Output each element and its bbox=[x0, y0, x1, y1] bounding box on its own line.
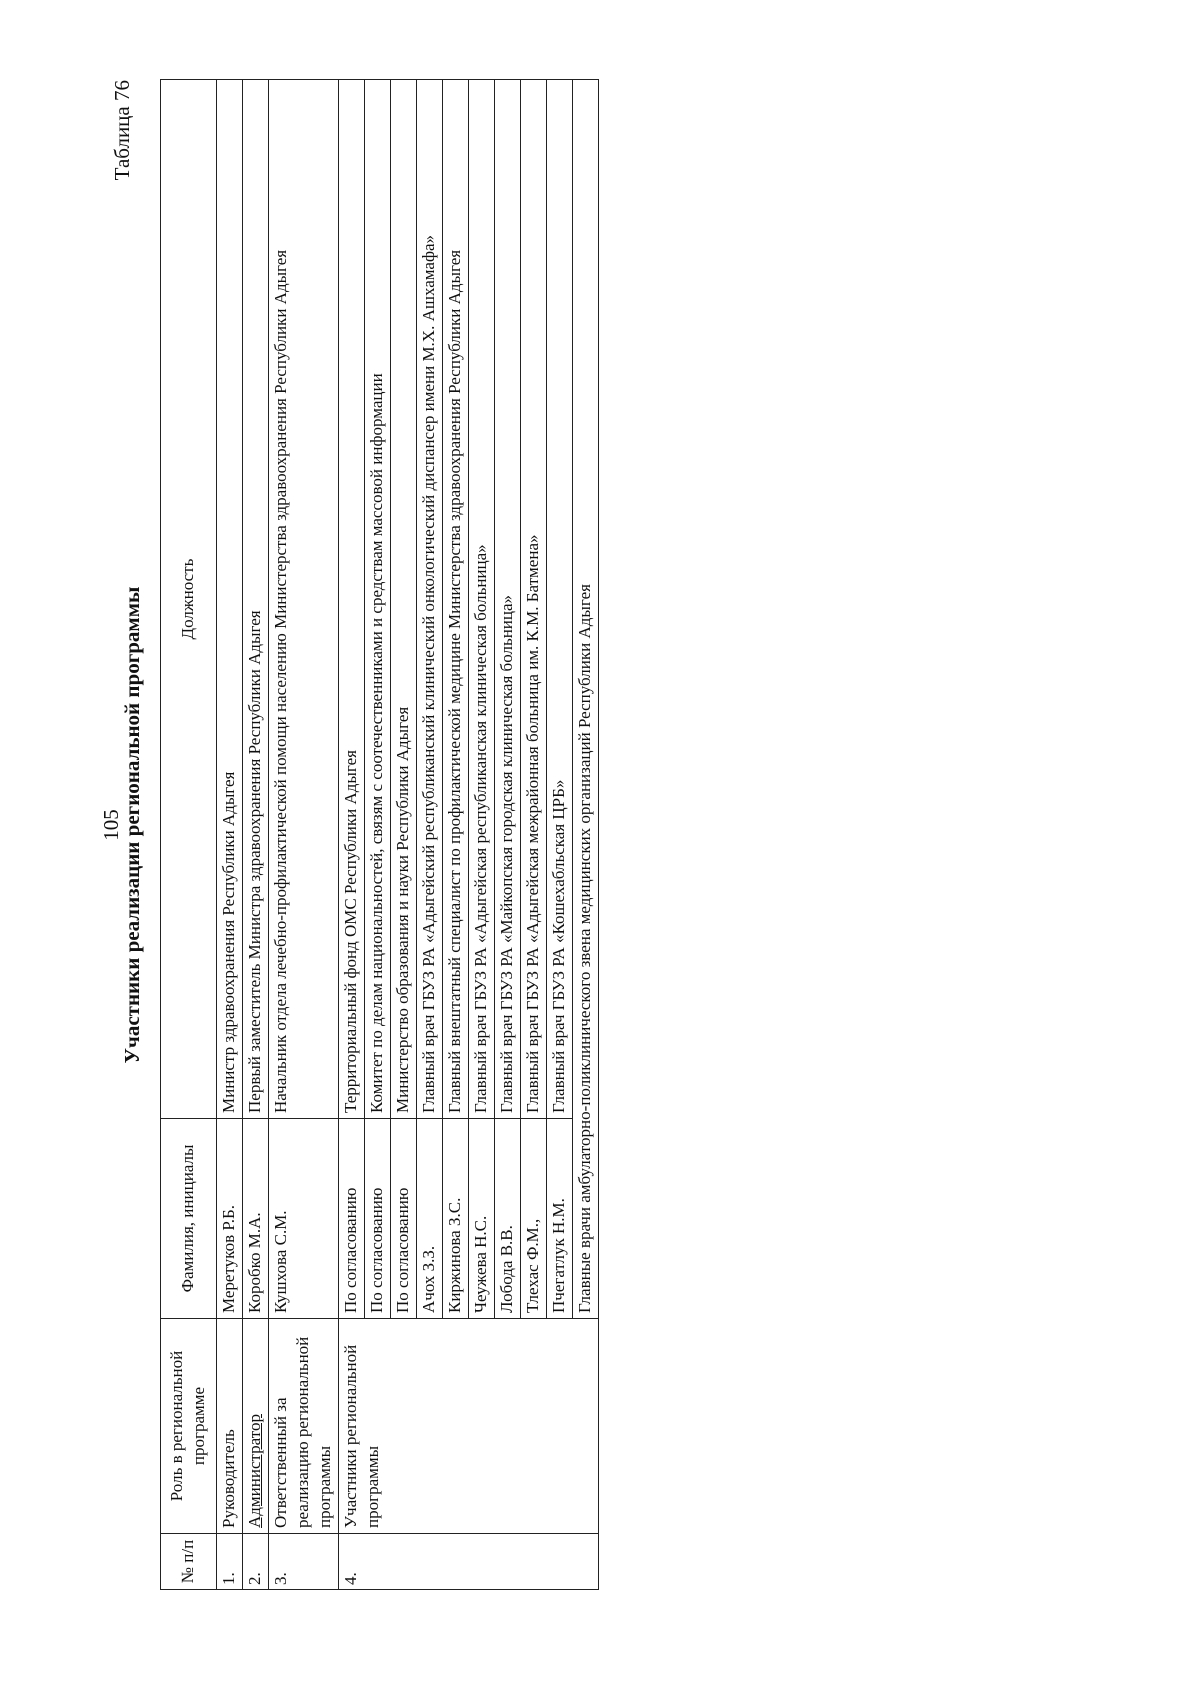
row-num: 1. bbox=[217, 1534, 243, 1590]
table-row bbox=[339, 80, 365, 1590]
row-name: Меретуков Р.Б. bbox=[217, 1119, 243, 1319]
rotated-page bbox=[62, 60, 882, 1590]
row-position: Главный врач ГБУЗ РА «Майкопская городская клиническая больница» bbox=[495, 80, 521, 1119]
row-name: Тлехас Ф.М., bbox=[521, 1119, 547, 1319]
participants-table bbox=[160, 79, 599, 1590]
page-number: 105 bbox=[99, 809, 123, 841]
table-header-row bbox=[161, 80, 217, 1590]
row-position: Главный врач ГБУЗ РА «Кошехабльская ЦРБ» bbox=[547, 80, 573, 1119]
row-num: 4. bbox=[339, 1534, 599, 1590]
row-name: Киржинова З.С. bbox=[443, 1119, 469, 1319]
table-label: Таблица 76 bbox=[110, 80, 134, 181]
row-name: Кушхова С.М. bbox=[269, 1119, 339, 1319]
row-role: Участники региональной программы bbox=[339, 1319, 599, 1534]
row-position: Территориальный фонд ОМС Республики Адыгея bbox=[339, 80, 365, 1119]
table-row bbox=[243, 80, 269, 1590]
row-name: По согласованию bbox=[391, 1119, 417, 1319]
row-role: Администратор bbox=[243, 1319, 269, 1534]
document-title: Участники реализации региональной программы bbox=[120, 586, 144, 1064]
row-name: По согласованию bbox=[365, 1119, 391, 1319]
row-name: Лобода В.В. bbox=[495, 1119, 521, 1319]
row-position: Главный врач ГБУЗ РА «Адыгейский республиканский клинический онкологический диспансер имени М.Х. Ашхамафа» bbox=[417, 80, 443, 1119]
row-name: По согласованию bbox=[339, 1119, 365, 1319]
row-role: Руководитель bbox=[217, 1319, 243, 1534]
header-num: № п/п bbox=[161, 1534, 217, 1590]
header-position: Должность bbox=[161, 80, 217, 1119]
row-role: Ответственный за реализацию региональной программы bbox=[269, 1319, 339, 1534]
row-position: Первый заместитель Министра здравоохранения Республики Адыгея bbox=[243, 80, 269, 1119]
header-role: Роль в региональной программе bbox=[161, 1319, 217, 1534]
row-position: Министерство образования и науки Республики Адыгея bbox=[391, 80, 417, 1119]
row-position: Начальник отдела лечебно-профилактической помощи населению Министерства здравоохранения Республики Адыгея bbox=[269, 80, 339, 1119]
row-num: 3. bbox=[269, 1534, 339, 1590]
row-position: Комитет по делам национальностей, связям с соотечественниками и средствам массовой информации bbox=[365, 80, 391, 1119]
row-num: 2. bbox=[243, 1534, 269, 1590]
row-position: Министр здравоохранения Республики Адыгея bbox=[217, 80, 243, 1119]
row-position: Главный врач ГБУЗ РА «Адыгейская республиканская клиническая больница» bbox=[469, 80, 495, 1119]
table-row bbox=[269, 80, 339, 1590]
row-merged: Главные врачи амбулаторно-поликлинического звена медицинских организаций Республики Адыгея bbox=[573, 80, 599, 1319]
table-row bbox=[217, 80, 243, 1590]
row-name: Пчегатлук Н.М. bbox=[547, 1119, 573, 1319]
row-position: Главный врач ГБУЗ РА «Адыгейская межрайонная больница им. К.М. Батмена» bbox=[521, 80, 547, 1119]
row-position: Главный внештатный специалист по профилактической медицине Министерства здравоохранения Республики Адыгея bbox=[443, 80, 469, 1119]
header-name: Фамилия, инициалы bbox=[161, 1119, 217, 1319]
row-name: Чеужева Н.С. bbox=[469, 1119, 495, 1319]
row-name: Коробко М.А. bbox=[243, 1119, 269, 1319]
row-name: Ачох З.З. bbox=[417, 1119, 443, 1319]
